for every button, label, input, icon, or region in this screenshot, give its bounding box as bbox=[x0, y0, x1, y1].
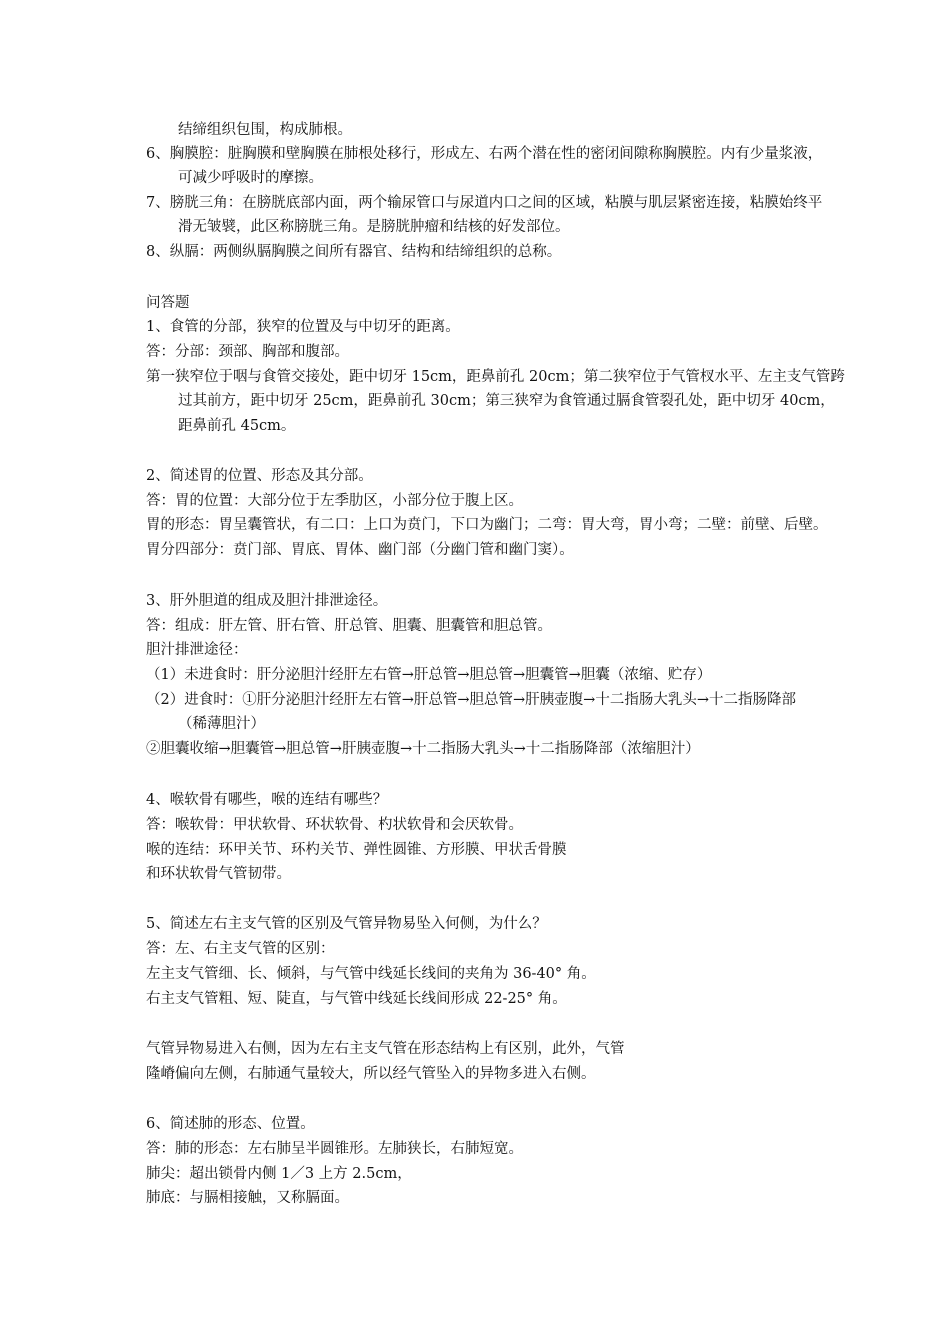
question-heading: 4、喉软骨有哪些，喉的连结有哪些？ bbox=[146, 792, 388, 808]
definition-pleural-cavity: 6、胸膜腔：脏胸膜和壁胸膜在肺根处移行，形成左、右两个潜在性的密闭间隙称胸膜腔。内有少量浆液， bbox=[146, 146, 823, 162]
answer-line: 答：组成：肝左管、肝右管、肝总管、胆囊、胆囊管和胆总管。 bbox=[146, 618, 552, 634]
answer-line: 答：肺的形态：左右肺呈半圆锥形。左肺狭长，右肺短宽。 bbox=[146, 1141, 523, 1157]
question-heading: 5、简述左右主支气管的区别及气管异物易坠入何侧，为什么？ bbox=[146, 916, 547, 932]
answer-line: （2）进食时：①肝分泌胆汁经肝左右管→肝总管→胆总管→肝胰壶腹→十二指肠大乳头→十二指肠降部 bbox=[146, 692, 796, 708]
answer-line: 肺尖：超出锁骨内侧 1／3 上方 2.5cm， bbox=[146, 1166, 412, 1182]
definition-mediastinum: 8、纵膈：两侧纵膈胸膜之间所有器官、结构和结缔组织的总称。 bbox=[146, 244, 562, 260]
question-heading: 2、简述胃的位置、形态及其分部。 bbox=[146, 468, 373, 484]
answer-line: 左主支气管细、长、倾斜，与气管中线延长线间的夹角为 36-40° 角。 bbox=[146, 966, 596, 982]
answer-line: 气管异物易进入右侧，因为左右主支气管在形态结构上有区别，此外，气管 bbox=[146, 1041, 625, 1057]
answer-line: 右主支气管粗、短、陡直，与气管中线延长线间形成 22-25° 角。 bbox=[146, 991, 567, 1007]
question-heading: 3、肝外胆道的组成及胆汁排泄途径。 bbox=[146, 593, 388, 609]
answer-line: ②胆囊收缩→胆囊管→胆总管→肝胰壶腹→十二指肠大乳头→十二指肠降部（浓缩胆汁） bbox=[146, 741, 700, 757]
question-heading: 6、简述肺的形态、位置。 bbox=[146, 1116, 315, 1132]
answer-line: （稀薄胆汁） bbox=[178, 716, 265, 732]
answer-line: 胃分四部分：贲门部、胃底、胃体、幽门部（分幽门管和幽门窦）。 bbox=[146, 542, 574, 558]
answer-line: 胃的形态：胃呈囊管状，有二口：上口为贲门，下口为幽门；二弯：胃大弯，胃小弯；二壁：前壁、后壁。 bbox=[146, 517, 828, 533]
text-line: 可减少呼吸时的摩擦。 bbox=[178, 170, 323, 186]
answer-line: 隆嵴偏向左侧，右肺通气量较大，所以经气管坠入的异物多进入右侧。 bbox=[146, 1066, 596, 1082]
answer-line: 答：喉软骨：甲状软骨、环状软骨、杓状软骨和会厌软骨。 bbox=[146, 817, 523, 833]
answer-line: 胆汁排泄途径： bbox=[146, 642, 248, 658]
answer-line: 肺底：与膈相接触，又称膈面。 bbox=[146, 1190, 349, 1206]
answer-line: 距鼻前孔 45cm。 bbox=[178, 418, 296, 434]
answer-line: 答：胃的位置：大部分位于左季肋区，小部分位于腹上区。 bbox=[146, 493, 523, 509]
definition-bladder-trigone: 7、膀胱三角：在膀胱底部内面，两个输尿管口与尿道内口之间的区域，粘膜与肌层紧密连接，粘膜始终平 bbox=[146, 195, 823, 211]
answer-line: 喉的连结：环甲关节、环杓关节、弹性圆锥、方形膜、甲状舌骨膜 bbox=[146, 842, 567, 858]
section-heading: 问答题 bbox=[146, 295, 190, 311]
answer-line: 过其前方，距中切牙 25cm，距鼻前孔 30cm；第三狭窄为食管通过膈食管裂孔处，距中切牙 40cm， bbox=[178, 393, 835, 409]
answer-line: 答：分部：颈部、胸部和腹部。 bbox=[146, 344, 349, 360]
text-line: 滑无皱襞，此区称膀胱三角。是膀胱肿瘤和结核的好发部位。 bbox=[178, 219, 570, 235]
text-line: 结缔组织包围，构成肺根。 bbox=[178, 122, 352, 138]
answer-line: 和环状软骨气管韧带。 bbox=[146, 866, 291, 882]
question-heading: 1、食管的分部，狭窄的位置及与中切牙的距离。 bbox=[146, 319, 460, 335]
answer-line: （1）未进食时：肝分泌胆汁经肝左右管→肝总管→胆总管→胆囊管→胆囊（浓缩、贮存） bbox=[146, 667, 712, 683]
answer-line: 答：左、右主支气管的区别： bbox=[146, 941, 335, 957]
answer-line: 第一狭窄位于咽与食管交接处，距中切牙 15cm，距鼻前孔 20cm；第二狭窄位于气管杈水平、左主支气管跨 bbox=[146, 369, 845, 385]
